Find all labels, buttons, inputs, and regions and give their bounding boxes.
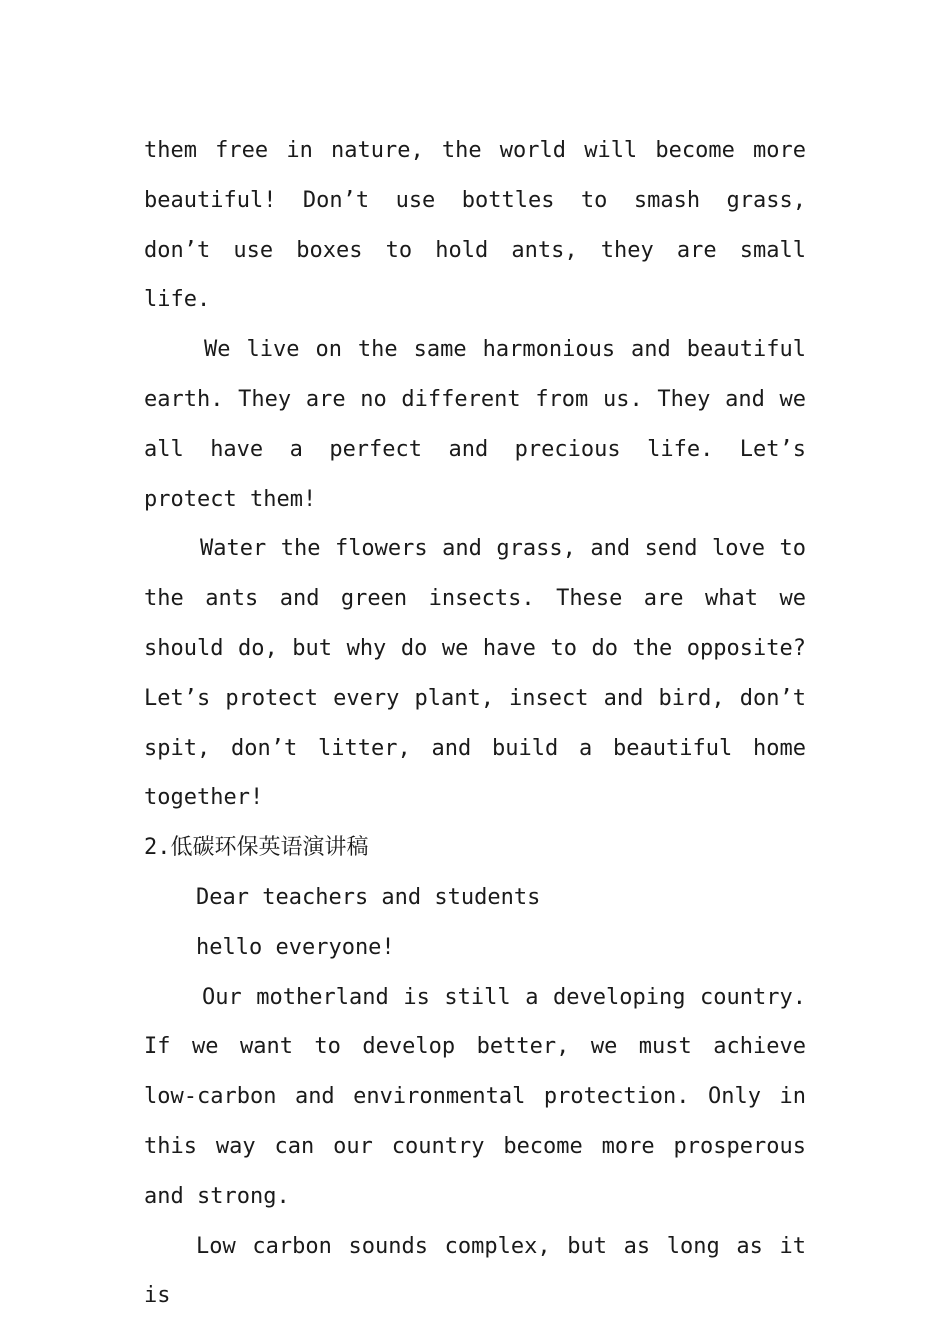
paragraph-motherland: Our motherland is still a developing country. If we want to develop better, we must achieve low-carbon and environmental protection. Only in this way can our country become more prosperous and strong.	[144, 984, 806, 1209]
greeting-line: hello everyone!	[196, 934, 395, 960]
section-heading: 2.低碳环保英语演讲稿	[144, 835, 369, 861]
paragraph-water-flowers: Water the flowers and grass, and send love to the ants and green insects. These are what we should do, but why do we have to do the opposite? Let’s protect every plant, insect and bird, don’t spit, don’t litter, and build a beautiful home together!	[144, 536, 806, 811]
paragraph-continued: them free in nature, the world will become more beautiful! Don’t use bottles to smash grass, don’t use boxes to hold ants, they are small life.	[144, 138, 806, 313]
document-body	[144, 126, 806, 1321]
paragraph-harmonious-earth: We live on the same harmonious and beautiful earth. They are no different from us. They and we all have a perfect and precious life. Let’s protect them!	[144, 337, 806, 512]
greeting-line: Dear teachers and students	[196, 884, 541, 910]
paragraph-low-carbon: Low carbon sounds complex, but as long as it is	[144, 1233, 806, 1309]
